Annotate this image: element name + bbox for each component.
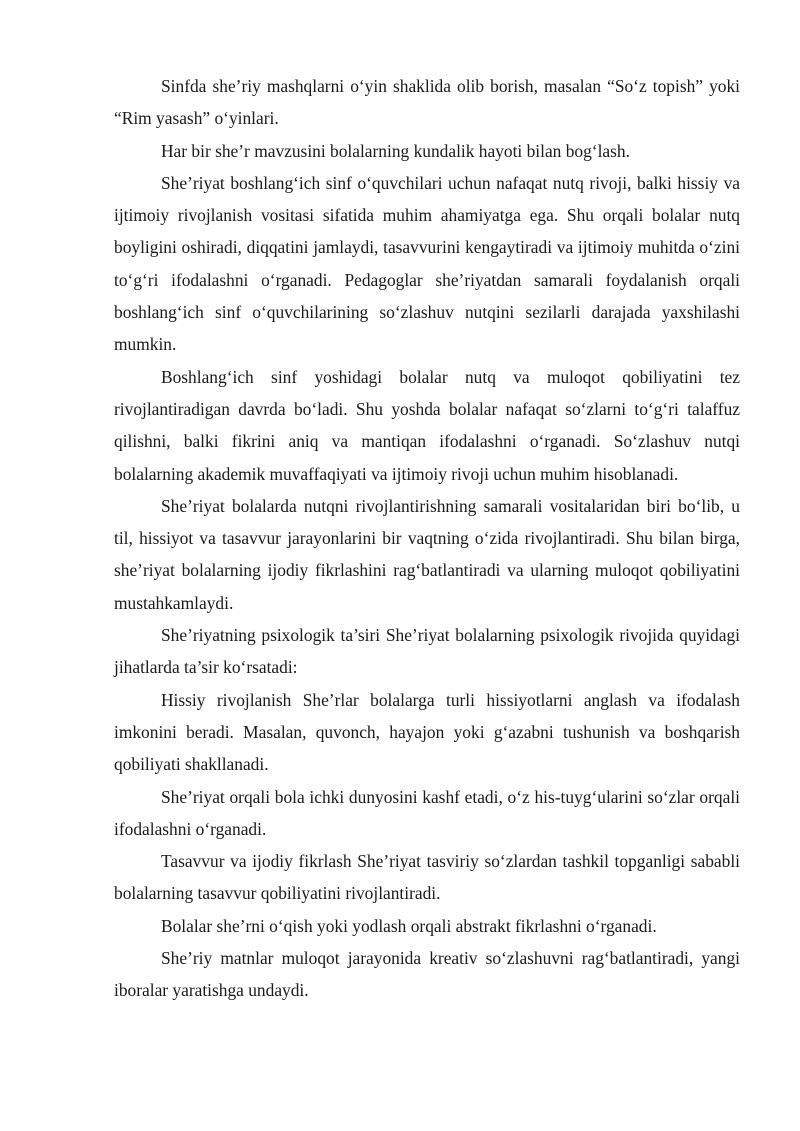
paragraph: She’riy matnlar muloqot jarayonida kreativ so‘zlashuvni rag‘batlantiradi, yangi iboralar yaratishga undaydi. bbox=[114, 948, 740, 1001]
paragraph: She’riyat bolalarda nutqni rivojlantirishning samarali vositalaridan biri bo‘lib, u til, hissiyot va tasavvur jarayonlarini bir vaqtning o‘zida rivojlantiradi. Shu bilan birga, she’riyat bolalarning ijodiy fikrlashini rag‘batlantiradi va ularning muloqot qobiliyatini mustahkamlaydi. bbox=[114, 495, 740, 613]
paragraph: Boshlang‘ich sinf yoshidagi bolalar nutq va muloqot qobiliyatini tez rivojlantiradigan davrda bo‘ladi. Shu yoshda bolalar nafaqat so‘zlarni to‘g‘ri talaffuz qilishni, balki fikrini aniq va mantiqan ifodalashni o‘rganadi. So‘zlashuv nutqi bolalarning akademik muvaffaqiyati va ijtimoiy rivoji uchun muhim hisoblanadi. bbox=[114, 366, 740, 484]
paragraph: Sinfda she’riy mashqlarni o‘yin shaklida olib borish, masalan “So‘z topish” yoki “Rim yasash” o‘yinlari. bbox=[114, 76, 740, 129]
paragraph: She’riyat boshlang‘ich sinf o‘quvchilari uchun nafaqat nutq rivoji, balki hissiy va ijtimoiy rivojlanish vositasi sifatida muhim ahamiyatga ega. Shu orqali bolalar nutq boyligini oshiradi, diqqatini jamlaydi, tasavvurini kengaytiradi va ijtimoiy muhitda o‘zini to‘g‘ri ifodalashni o‘rganadi. Pedagoglar she’riyatdan samarali foydalanish orqali boshlang‘ich sinf o‘quvchilarining so‘zlashuv nutqini sezilarli darajada yaxshilashi mumkin. bbox=[114, 172, 740, 355]
paragraph: Hissiy rivojlanish She’rlar bolalarga turli hissiyotlarni anglash va ifodalash imkonini beradi. Masalan, quvonch, hayajon yoki g‘azabni tushunish va boshqarish qobiliyati shakllanadi. bbox=[114, 689, 740, 775]
paragraph: Har bir she’r mavzusini bolalarning kundalik hayoti bilan bog‘lash. bbox=[161, 140, 630, 161]
paragraph: She’riyatning psixologik ta’siri She’riyat bolalarning psixologik rivojida quyidagi jihatlarda ta’sir ko‘rsatadi: bbox=[114, 625, 740, 678]
paragraph: Bolalar she’rni o‘qish yoki yodlash orqali abstrakt fikrlashni o‘rganadi. bbox=[161, 915, 657, 936]
paragraph: Tasavvur va ijodiy fikrlash She’riyat tasviriy so‘zlardan tashkil topganligi sababli bolalarning tasavvur qobiliyatini rivojlantiradi. bbox=[114, 851, 740, 904]
paragraph: She’riyat orqali bola ichki dunyosini kashf etadi, o‘z his-tuyg‘ularini so‘zlar orqali ifodalashni o‘rganadi. bbox=[114, 786, 740, 839]
document-page bbox=[114, 70, 740, 1007]
